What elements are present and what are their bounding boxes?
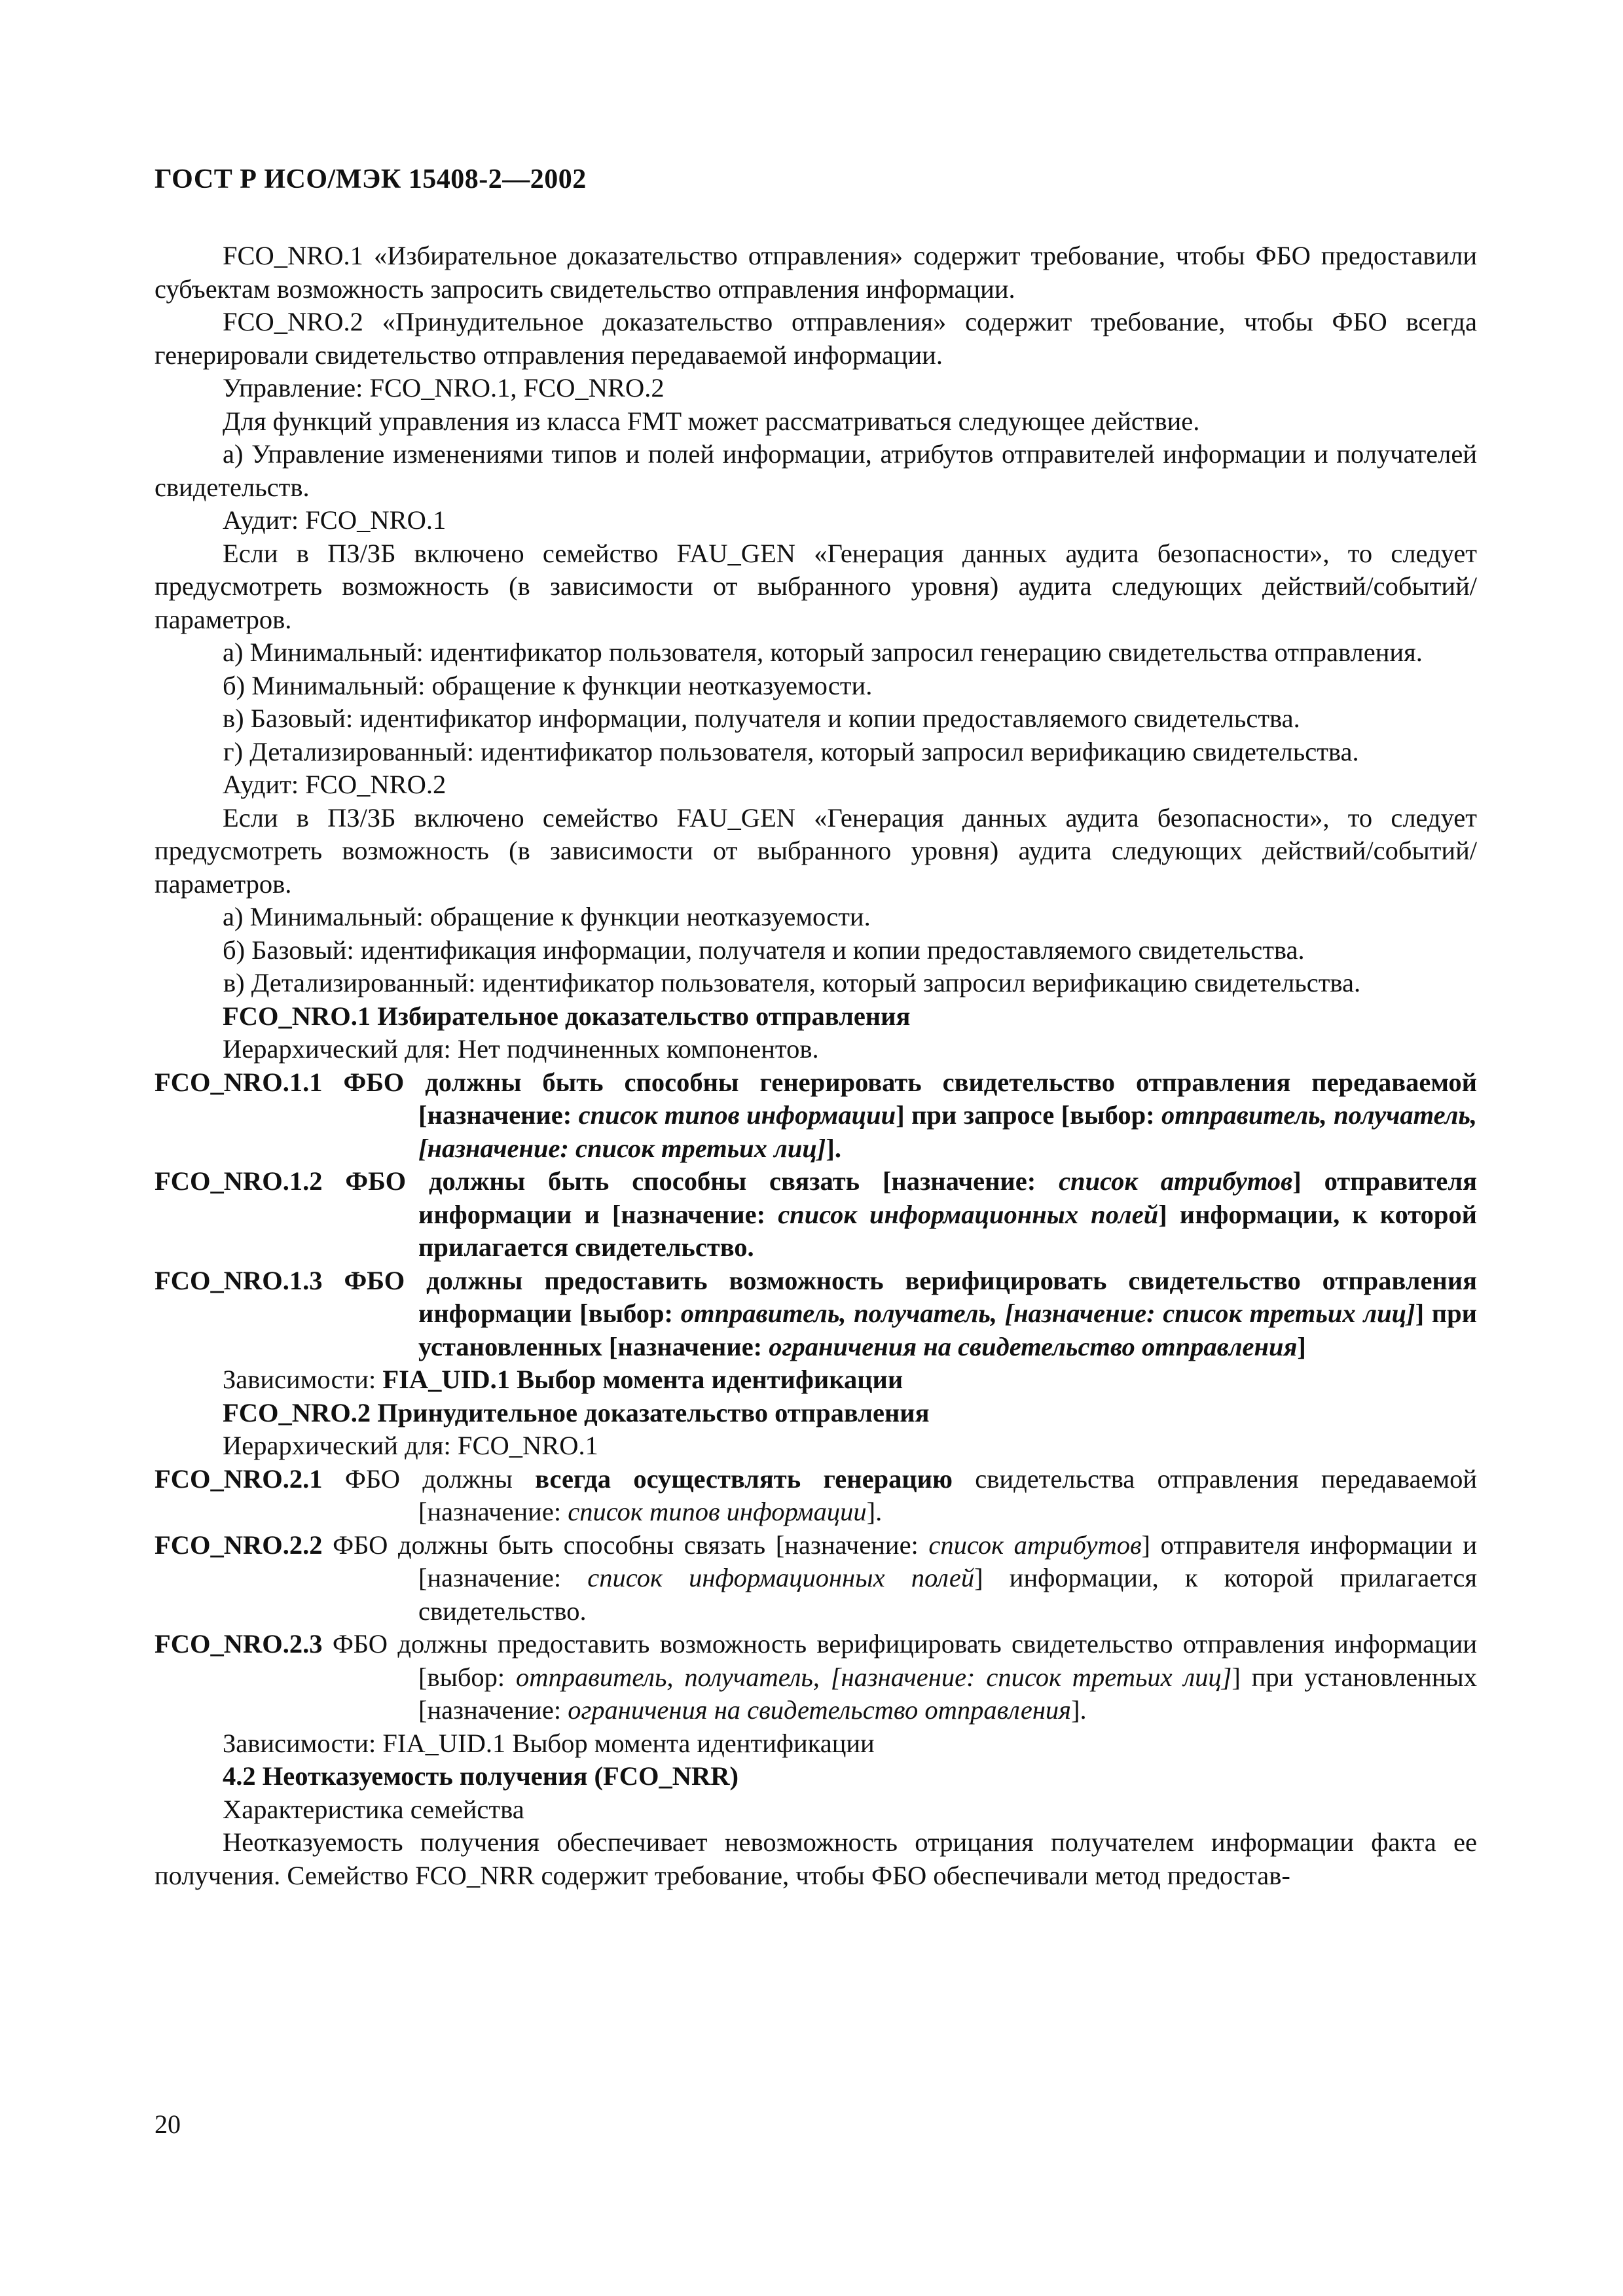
paragraph-nrr-intro: Неотказуемость получения обеспечивает невозможность отрицания получателем информации факта ее получения. Семейство FCO_NRR содержит требование, чтобы ФБО обеспечивали метод предостав-	[155, 1827, 1477, 1890]
hierarchy-nro1: Иерархический для: Нет подчиненных компонентов.	[223, 1034, 819, 1064]
audit-heading-nro2: Аудит: FCO_NRO.2	[223, 770, 447, 799]
element-nro-1-3: FCO_NRO.1.3 ФБО должны предоставить возможность верифицировать свидетельство отправления информации [выбор: отправитель, получатель, [назначение: список третьих лиц]] при установленных [назначение: ограничения на свидетельство отправления]	[155, 1265, 1478, 1361]
component-heading-nro2: FCO_NRO.2 Принудительное доказательство отправления	[223, 1397, 930, 1427]
paragraph-nro1-intro: FCO_NRO.1 «Избирательное доказательство отправления» содержит требование, чтобы ФБО предоставили субъектам возможность запросить свидетельство отправления информации.	[155, 241, 1477, 304]
element-nro-2-3: FCO_NRO.2.3 ФБО должны предоставить возможность верифицировать свидетельство отправления информации [выбор: отправитель, получатель, [назначение: список третьих лиц]] при установленных [назначение: ограничения на свидетельство отправления].	[155, 1629, 1477, 1725]
element-nro-2-1: FCO_NRO.2.1 ФБО должны всегда осуществлять генерацию свидетельства отправления передаваемой [назначение: список типов информации].	[155, 1463, 1477, 1526]
paragraph-nro2-intro: FCO_NRO.2 «Принудительное доказательство отправления» содержит требование, чтобы ФБО всегда генерировали свидетельство отправления передаваемой информации.	[155, 307, 1477, 370]
paragraph-audit-nro2: Если в ПЗ/ЗБ включено семейство FAU_GEN «Генерация данных аудита безопасности», то следует предусмотреть возможность (в зависимости от выбранного уровня) аудита следующих действий/событий/параметров.	[155, 802, 1477, 899]
element-nro-1-1: FCO_NRO.1.1 ФБО должны быть способны генерировать свидетельство отправления передаваемой [назначение: список типов информации] при запросе [выбор: отправитель, получатель, [назначение: список третьих лиц]].	[155, 1067, 1478, 1163]
page-number: 20	[155, 2109, 181, 2139]
audit2-item-v: в) Детализированный: идентификатор пользователя, который запросил верификацию свидетельства.	[223, 968, 1361, 997]
audit2-item-b: б) Базовый: идентификация информации, получателя и копии предоставляемого свидетельства.	[223, 935, 1305, 965]
paragraph-audit-nro1: Если в ПЗ/ЗБ включено семейство FAU_GEN «Генерация данных аудита безопасности», то следует предусмотреть возможность (в зависимости от выбранного уровня) аудита следующих действий/событий/параметров.	[155, 538, 1477, 634]
audit2-item-a: а) Минимальный: обращение к функции неотказуемости.	[223, 902, 871, 931]
paragraph-management: Для функций управления из класса FMT может рассматриваться следующее действие.	[223, 406, 1200, 436]
audit-item-a: а) Минимальный: идентификатор пользователя, который запросил генерацию свидетельства отправления.	[223, 637, 1423, 667]
audit-item-b: б) Минимальный: обращение к функции неотказуемости.	[223, 670, 873, 700]
dependencies-nro2: Зависимости: FIA_UID.1 Выбор момента идентификации	[223, 1728, 875, 1758]
audit-item-g: г) Детализированный: идентификатор пользователя, который запросил верификацию свидетельства.	[223, 736, 1359, 766]
audit-heading-nro1: Аудит: FCO_NRO.1	[223, 505, 447, 535]
family-characteristic-heading: Характеристика семейства	[223, 1794, 524, 1824]
page-body	[155, 240, 1477, 1892]
audit-item-v: в) Базовый: идентификатор информации, получателя и копии предоставляемого свидетельства.	[223, 704, 1300, 733]
element-nro-1-2: FCO_NRO.1.2 ФБО должны быть способны связать [назначение: список атрибутов] отправителя информации и [назначение: список информационных полей] информации, к которой прилагается свидетельство.	[155, 1166, 1478, 1262]
component-heading-nro1: FCO_NRO.1 Избирательное доказательство отправления	[223, 1001, 911, 1031]
document-header: ГОСТ Р ИСО/МЭК 15408-2—2002	[155, 164, 587, 194]
hierarchy-nro2: Иерархический для: FCO_NRO.1	[223, 1431, 598, 1460]
section-heading-nrr: 4.2 Неотказуемость получения (FCO_NRR)	[223, 1761, 739, 1791]
element-nro-2-2: FCO_NRO.2.2 ФБО должны быть способны связать [назначение: список атрибутов] отправителя информации и [назначение: список информационных полей] информации, к которой прилагается свидетельство.	[155, 1530, 1477, 1626]
dependencies-nro1: Зависимости: FIA_UID.1 Выбор момента идентификации	[223, 1365, 903, 1394]
management-heading: Управление: FCO_NRO.1, FCO_NRO.2	[223, 373, 665, 403]
management-item-a: а) Управление изменениями типов и полей информации, атрибутов отправителей информации и получателей свидетельств.	[155, 439, 1477, 502]
